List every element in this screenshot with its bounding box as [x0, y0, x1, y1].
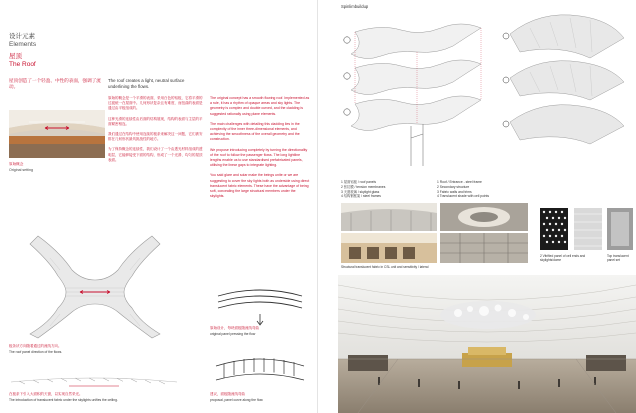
legend-item: 1 屋面铝板 / roof panels [341, 180, 376, 184]
slat-annotation-en: The introduction of translucent fabric under the skylights unifies the ceiling. [9, 398, 118, 402]
original-setting-photo [9, 110, 105, 158]
legend-item: 3 Fabric walls and trims [437, 189, 472, 194]
legend-item: 1 Roof / Entrance - steel frame [437, 180, 482, 184]
body-paragraph-cn: 这种光滑的连续性由后面的结构展现，结构的表面与主层的平面紧密相连。 [108, 116, 203, 126]
pull-quote-cn: 屋顶创造了一个轻盈、中性的表面，强调了流动。 [9, 78, 101, 89]
diagram-top-label-cn: 原始设计，每块面板随流线弯曲 [210, 326, 259, 330]
pull-quote-en: The roof creates a light, neutral surface underlining the flows. [108, 78, 185, 89]
subsection-title-cn: 屋顶 [9, 53, 22, 60]
fabric-panel-sample [607, 208, 633, 250]
legend-item: 3 天窗玻璃 / skylight glass [341, 189, 380, 194]
photo-caption-cn: 原始概念 [9, 162, 24, 166]
construction-photo-1 [341, 203, 437, 231]
section-title-cn: 设计元素 [9, 33, 35, 40]
diagram-top-label-en: original panel pressing the flow [210, 332, 256, 336]
body-paragraph-cn: 为了保持概念的连续性，我们设计了一个由透光材料组成的透明层，它能够接受下面的结构，形成了一个光滑、均匀的屋顶表面。 [108, 147, 203, 162]
right-page-title: Spinlimbuildup [341, 4, 369, 9]
photo-caption-vitrified: 2 Vitrified panel of cell ends and skylights/dome [540, 254, 586, 262]
photo-caption-en: Original setting [9, 168, 33, 172]
terminal-interior-render [338, 275, 636, 413]
slat-section-drawing [9, 370, 179, 390]
legend-item: 2 张拉膜 / tension membranes [341, 184, 386, 189]
body-paragraph-cn: 原始的概念是一个平滑的表面，采用白色的铝板，它将平滑的过渡统一在屋面中。几何形状复杂且有难度，而扭曲的表面是通过由平板组成的。 [108, 96, 203, 111]
section-title-en: Elements [9, 41, 37, 48]
photo-caption-top-panel: Top translucent panel set [607, 254, 629, 262]
diagram-bottom-label-en: proposal, panel curve along the flow [210, 398, 263, 402]
legend-item: 4 Translucent shade with ceil points [437, 194, 490, 199]
construction-photo-2 [440, 203, 528, 231]
roof-buildup-axonometric [341, 10, 491, 170]
roof-panel-exploded-layers [500, 8, 632, 168]
body-column-en [210, 96, 310, 204]
subsection-title-en: The Roof [9, 61, 36, 68]
slat-annotation-cn: 在板条下引入大面积的天窗，以实现自然采光。 [9, 392, 83, 396]
construction-photo-4 [440, 233, 528, 263]
legend-item: 2 Secondary structure [437, 184, 470, 189]
legend-list-en [437, 180, 489, 199]
perforated-panel-sample [540, 208, 568, 250]
roof-plan-drawing [20, 230, 170, 340]
photo-caption-structural: Structural translucent fabric in CSL unit and sensitivity / lateral [341, 265, 429, 269]
body-column-cn [108, 96, 204, 168]
construction-photo-3 [341, 233, 437, 263]
mesh-panel-sample [574, 208, 602, 250]
body-paragraph-en: You said glare and solar make the beings unite or we are suggesting to cover the sky lights both as underside using direct translucent fabric elements. These have the advantage of being soft, concealing the large structural members under the skylights. [210, 173, 310, 199]
body-paragraph-cn: 我们通过在结构中使用连续的板条来解决这一问题，它们被安排在几何形状最具挑战性的地方。 [108, 132, 203, 142]
body-paragraph-en: The main challenges with detailing this cladding lies in the complexity of the inner three-dimensional elements, and achieving the smoothness of the overall geometry and the construction. [210, 121, 300, 142]
body-paragraph-en: The original concept has a smooth flowing roof. Implemented as a rule, it has a rhythm of opaque areas and sky lights. The geometry is complex and double curved, and the cladding is suggested rationally using plane elements. [210, 96, 310, 116]
body-paragraph-en: We propose introducing completely by turning the directionality of the roof to follow the passenger flows. The long lightline lengths enable us to use standardised prefabricated panels, utilising the linear gaps to integrate lighting. [210, 147, 308, 168]
legend-list-cn [341, 180, 385, 199]
roof-annotation-1-en: The roof panel direction of the flows. [9, 350, 63, 354]
roof-annotation-1-cn: 板条状方向随着通过的流线方向。 [9, 344, 62, 348]
diagram-bottom-label-cn: 建议，面板随流线弯曲 [210, 392, 245, 396]
legend-item: 4 结构钢框架 / steel frames [341, 194, 381, 199]
